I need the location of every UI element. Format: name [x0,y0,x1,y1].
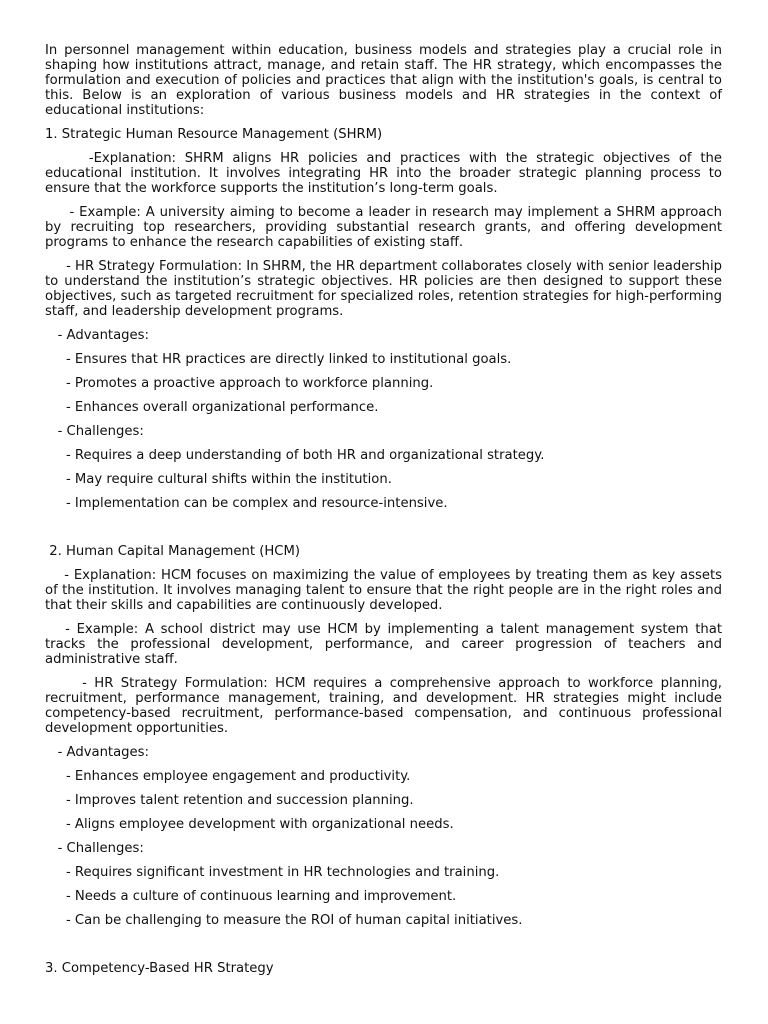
section-heading: 2. Human Capital Management (HCM) [45,544,301,559]
advantages-label: - Advantages: [45,745,149,760]
section-example: - Example: A school district may use HCM by implementing a talent management system that tracks the professional development, performance, and career progression of teachers and administrative staff. [45,622,727,667]
challenge-item: - Requires a deep understanding of both HR and organizational strategy. [45,448,545,463]
advantage-item: - Promotes a proactive approach to workforce planning. [45,376,434,391]
challenge-item: - Requires significant investment in HR technologies and training. [45,865,500,880]
advantage-item: - Ensures that HR practices are directly linked to institutional goals. [45,352,512,367]
section-formulation: - HR Strategy Formulation: In SHRM, the HR department collaborates closely with senior leadership to understand the institution’s strategic objectives. HR policies are then designed to support these objectives, such as targeted recruitment for specialized roles, retention strategies for high-performing staff, and leadership development programs. [45,259,727,319]
challenges-label: - Challenges: [45,424,144,439]
section-formulation: - HR Strategy Formulation: HCM requires a comprehensive approach to workforce planning, recruitment, performance management, training, and development. HR strategies might include competency-based recruitment, performance-based compensation, and continuous professional development opportunities. [45,676,727,736]
advantage-item: - Enhances employee engagement and productivity. [45,769,411,784]
section-heading: 1. Strategic Human Resource Management (SHRM) [45,127,383,142]
challenge-item: - Can be challenging to measure the ROI of human capital initiatives. [45,913,523,928]
advantage-item: - Improves talent retention and succession planning. [45,793,414,808]
section-example: - Example: A university aiming to become a leader in research may implement a SHRM approach by recruiting top researchers, providing substantial research grants, and offering development programs to enhance the research capabilities of existing staff. [45,205,727,250]
section-explanation: - Explanation: HCM focuses on maximizing the value of employees by treating them as key assets of the institution. It involves managing talent to ensure that the right people are in the right roles and that their skills and capabilities are continuously developed. [45,568,727,613]
challenges-label: - Challenges: [45,841,144,856]
section-explanation: -Explanation: SHRM aligns HR policies and practices with the strategic objectives of the educational institution. It involves integrating HR into the broader strategic planning process to ensure that the workforce supports the institution’s long-term goals. [45,151,727,196]
intro-paragraph: In personnel management within education, business models and strategies play a crucial role in shaping how institutions attract, manage, and retain staff. The HR strategy, which encompasses the formulation and execution of policies and practices that align with the institution's goals, is central to this. Below is an exploration of various business models and HR strategies in the context of educational institutions: [45,43,727,118]
advantage-item: - Enhances overall organizational performance. [45,400,379,415]
advantage-item: - Aligns employee development with organizational needs. [45,817,454,832]
challenge-item: - Needs a culture of continuous learning and improvement. [45,889,457,904]
section-heading: 3. Competency-Based HR Strategy [45,961,274,976]
challenge-item: - May require cultural shifts within the institution. [45,472,392,487]
document-page [45,43,727,985]
advantages-label: - Advantages: [45,328,149,343]
challenge-item: - Implementation can be complex and resource-intensive. [45,496,448,511]
